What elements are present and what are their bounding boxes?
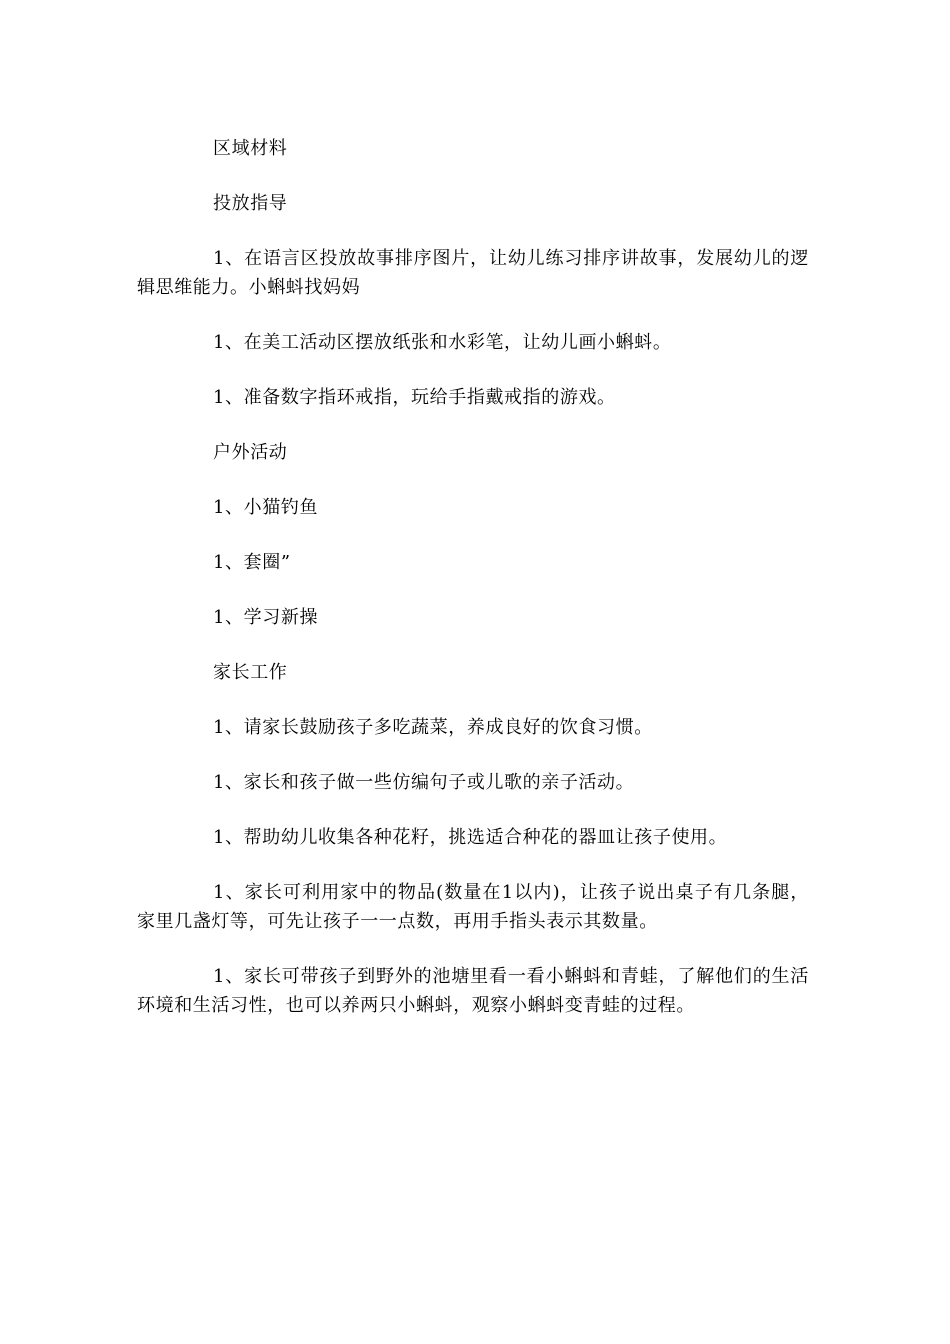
paragraph-number-rings: 1、准备数字指环戒指，玩给手指戴戒指的游戏。 (213, 387, 616, 408)
list-item-kitten-fishing: 1、小猫钓鱼 (213, 497, 319, 518)
list-item-new-exercise: 1、学习新操 (213, 607, 319, 628)
section-heading-placement-guidance: 投放指导 (213, 193, 288, 214)
section-heading-outdoor-activities: 户外活动 (213, 442, 288, 463)
paragraph-parent-seeds: 1、帮助幼儿收集各种花籽，挑选适合种花的器皿让孩子使用。 (213, 827, 728, 848)
paragraph-art-area: 1、在美工活动区摆放纸张和水彩笔，让幼儿画小蝌蚪。 (213, 332, 672, 353)
paragraph-parent-tadpoles: 1、家长可带孩子到野外的池塘里看一看小蝌蚪和青蛙，了解他们的生活环境和生活习性，也可以养两只小蝌蚪，观察小蝌蚪变青蛙的过程。 (137, 966, 809, 1016)
list-item-ring-toss: 1、套圈” (213, 552, 291, 573)
section-heading-area-materials: 区域材料 (213, 138, 288, 159)
paragraph-parent-sentences: 1、家长和孩子做一些仿编句子或儿歌的亲子活动。 (213, 772, 635, 793)
paragraph-language-area: 1、在语言区投放故事排序图片，让幼儿练习排序讲故事，发展幼儿的逻辑思维能力。小蝌蚪找妈妈 (137, 248, 809, 298)
document-body (137, 134, 809, 1046)
section-heading-parent-work: 家长工作 (213, 662, 288, 683)
paragraph-parent-counting: 1、家长可利用家中的物品(数量在1以内)，让孩子说出桌子有几条腿，家里几盏灯等，可先让孩子一一点数，再用手指头表示其数量。 (137, 882, 809, 932)
paragraph-parent-vegetables: 1、请家长鼓励孩子多吃蔬菜，养成良好的饮食习惯。 (213, 717, 653, 738)
